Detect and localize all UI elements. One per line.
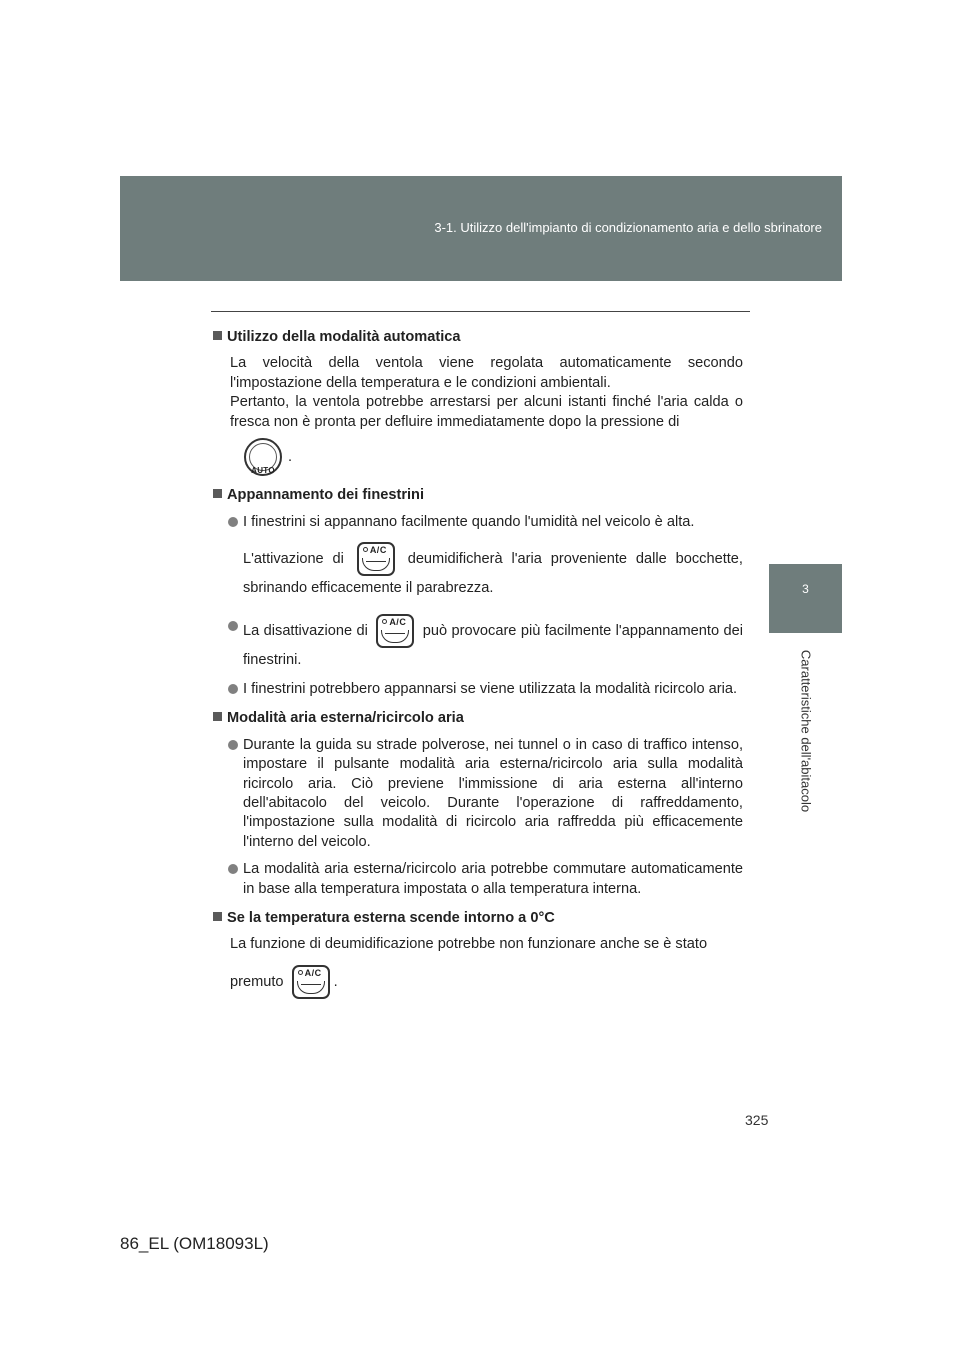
section-heading: Appannamento dei finestrini: [213, 486, 743, 505]
ac-button-icon: A/C: [292, 965, 330, 999]
document-code: 86_EL (OM18093L): [120, 1234, 269, 1253]
list-item: La disattivazione di A/C può provocare più facilmente l'appannamento dei finestrini.: [243, 614, 743, 672]
round-bullet-icon: [228, 684, 238, 694]
side-label: [798, 636, 814, 826]
auto-button-icon: AUTO: [244, 438, 282, 476]
section-recirculation: [213, 709, 743, 899]
section-low-temperature: [213, 909, 743, 999]
square-bullet-icon: [213, 912, 222, 921]
round-bullet-icon: [228, 621, 238, 631]
chapter-title: 3-1. Utilizzo dell'impianto di condizionamento aria e dello sbrinatore: [434, 220, 822, 235]
square-bullet-icon: [213, 331, 222, 340]
header-rule: [211, 311, 750, 312]
ac-button-icon: A/C: [357, 542, 395, 576]
round-bullet-icon: [228, 740, 238, 750]
list-item: Durante la guida su strade polverose, nei tunnel o in caso di traffico intenso, impostare il pulsante modalità aria esterna/ricircolo aria sulla modalità ricircolo aria. Ciò previene l'immissione di aria esterna all'interno dell'abitacolo del veicolo. Durante l'operazione di raffreddamento, l'impostazione sulla modalità di ricircolo aria raffredda più efficacemente l'interno del veicolo.: [243, 736, 743, 852]
side-tab-number: 3: [802, 582, 809, 596]
section-heading: Se la temperatura esterna scende intorno a 0°C: [213, 909, 743, 928]
page-number: 325: [745, 1112, 769, 1128]
paragraph: premuto A/C .: [230, 965, 743, 999]
list-item: I finestrini si appannano facilmente quando l'umidità nel veicolo è alta. L'attivazione di A/C deumidificherà l'aria proveniente dalle bocchette, sbrinando efficacemente il parabrezza.: [243, 513, 743, 600]
list-item: La modalità aria esterna/ricircolo aria potrebbe commutare automaticamente in base alla temperatura impostata o alla temperatura interna.: [243, 860, 743, 899]
square-bullet-icon: [213, 712, 222, 721]
square-bullet-icon: [213, 489, 222, 498]
paragraph: La velocità della ventola viene regolata automaticamente secondo l'impostazione della temperatura e le condizioni ambientali.: [230, 355, 743, 391]
paragraph: Pertanto, la ventola potrebbe arrestarsi per alcuni istanti finché l'aria calda o fresca non è pronta per defluire immediatamente dopo la pressione di: [230, 394, 743, 430]
round-bullet-icon: [228, 864, 238, 874]
page-content: [213, 328, 743, 1009]
chapter-header-band: [120, 176, 842, 281]
paragraph: AUTO .: [230, 438, 743, 476]
section-window-fogging: [213, 486, 743, 699]
section-auto-mode: [213, 328, 743, 476]
paragraph: La funzione di deumidificazione potrebbe non funzionare anche se è stato: [230, 936, 708, 953]
chapter-side-tab: [769, 564, 842, 633]
list-item: I finestrini potrebbero appannarsi se viene utilizzata la modalità ricircolo aria.: [243, 680, 743, 699]
side-label-text: Caratteristiche dell'abitacolo: [798, 649, 814, 813]
round-bullet-icon: [228, 517, 238, 527]
ac-button-icon: A/C: [376, 614, 414, 648]
section-heading: Modalità aria esterna/ricircolo aria: [213, 709, 743, 728]
section-heading: Utilizzo della modalità automatica: [213, 328, 743, 347]
